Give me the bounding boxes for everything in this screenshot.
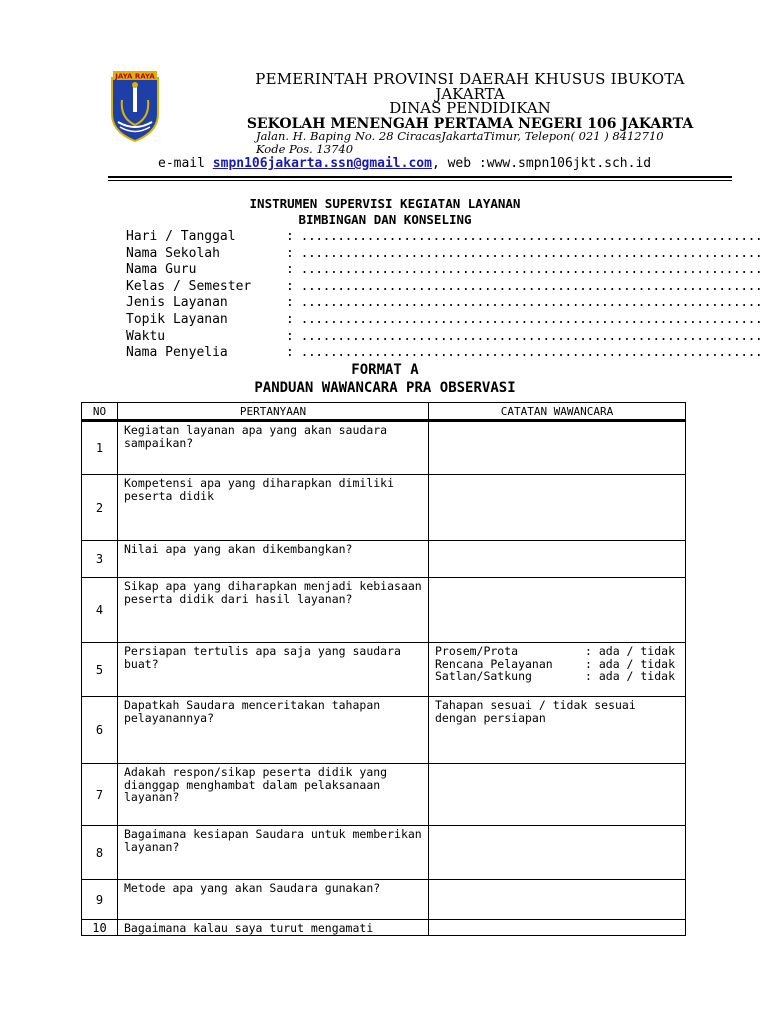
table-row [82, 920, 686, 936]
row-number: 9 [82, 880, 118, 920]
note-line [435, 670, 679, 683]
form-value[interactable]: : ............................................................... [286, 295, 763, 311]
web-address: , web :www.smpn106jkt.sch.id [431, 156, 652, 171]
title-line-2: BIMBINGAN DAN KONSELING [298, 212, 472, 227]
note-label: Satlan/Satkung [435, 669, 532, 683]
row-number: 4 [82, 578, 118, 643]
format-heading: FORMAT A [351, 362, 419, 378]
jaya-raya-logo [110, 70, 160, 142]
row-number: 1 [82, 421, 118, 475]
note-choice: : ada / tidak [585, 644, 676, 658]
header-notes: CATATAN WAWANCARA [429, 403, 686, 421]
table-row [82, 475, 686, 541]
row-question: Nilai apa yang akan dikembangkan? [118, 541, 429, 578]
row-number: 6 [82, 697, 118, 764]
row-question: Sikap apa yang diharapkan menjadi kebiasaan peserta didik dari hasil layanan? [118, 578, 429, 643]
row-notes[interactable] [429, 541, 686, 578]
email-prefix: e-mail [158, 156, 213, 171]
header-contact [158, 156, 718, 171]
header-question: PERTANYAAN [118, 403, 429, 421]
header-department: DINAS PENDIDIKAN [389, 99, 551, 117]
row-notes[interactable] [429, 880, 686, 920]
form-label: Waktu [126, 328, 166, 344]
form-value[interactable]: : ............................................................... [286, 229, 763, 244]
row-number: 3 [82, 541, 118, 578]
row-notes[interactable] [429, 643, 686, 697]
form-label: Nama Guru [126, 262, 197, 278]
row-number: 5 [82, 643, 118, 697]
row-notes[interactable] [429, 475, 686, 541]
form-value[interactable]: : ............................................................... [286, 345, 763, 361]
row-question: Bagaimana kesiapan Saudara untuk memberikan layanan? [118, 826, 429, 880]
form-value[interactable]: : ............................................................... [286, 311, 763, 327]
row-question: Metode apa yang akan Saudara gunakan? [118, 880, 429, 920]
header-government: PEMERINTAH PROVINSI DAERAH KHUSUS IBUKOTA [255, 70, 685, 88]
note-choice: : ada / tidak [585, 656, 676, 671]
row-notes[interactable] [429, 826, 686, 880]
row-question: Adakah respon/sikap peserta didik yang dianggap menghambat dalam pelaksanaan layanan? [118, 764, 429, 826]
note-label: Prosem/Prota [435, 644, 519, 658]
note-choice: : ada / tidak [585, 669, 676, 683]
header-school-name: SEKOLAH MENENGAH PERTAMA NEGERI 106 JAKARTA [246, 116, 694, 132]
form-value[interactable]: : ............................................................... [286, 328, 763, 344]
table-row [82, 697, 686, 764]
note-line [435, 645, 679, 658]
row-notes[interactable] [429, 578, 686, 643]
row-number: 8 [82, 826, 118, 880]
interview-table [81, 402, 686, 936]
table-row [82, 880, 686, 920]
header-address: Jalan. H. Baping No. 28 CiracasJakartaTimur, Telepon( 021 ) 8412710 Kode Pos. 13740 [256, 129, 664, 156]
form-value[interactable]: : ............................................................... [286, 278, 763, 294]
form-value[interactable]: : ............................................................... [286, 262, 763, 278]
table-row [82, 826, 686, 880]
header-rule-thick [108, 176, 732, 178]
row-question: Kompetensi apa yang diharapkan dimiliki peserta didik [118, 475, 429, 541]
document-title [140, 196, 630, 228]
header-no: NO [82, 403, 118, 421]
row-question: Persiapan tertulis apa saja yang saudara buat? [118, 643, 429, 697]
table-row [82, 541, 686, 578]
table-row [82, 578, 686, 643]
form-label: Nama Penyelia [126, 345, 228, 361]
row-notes[interactable] [429, 920, 686, 936]
form-label: Hari / Tanggal [126, 229, 236, 244]
row-notes[interactable] [429, 764, 686, 826]
row-question: Bagaimana kalau saya turut mengamati [118, 920, 429, 936]
form-value[interactable]: : ............................................................... [286, 245, 763, 261]
table-row [82, 764, 686, 826]
row-question: Dapatkah Saudara menceritakan tahapan pelayanannya? [118, 697, 429, 764]
row-number: 7 [82, 764, 118, 826]
table-row [82, 421, 686, 475]
form-label: Nama Sekolah [126, 245, 220, 261]
row-notes[interactable] [429, 421, 686, 475]
header-city: JAKARTA [435, 85, 505, 103]
table-row [82, 643, 686, 697]
note-label: Rencana Pelayanan [435, 656, 553, 671]
logo-text: JAYA RAYA [115, 72, 155, 81]
header-rule-thin [108, 180, 732, 181]
form-label: Topik Layanan [126, 311, 228, 327]
row-number: 10 [82, 920, 118, 936]
row-notes[interactable]: Tahapan sesuai / tidak sesuai dengan persiapan [429, 697, 686, 764]
table-header-row [82, 403, 686, 421]
form-label: Kelas / Semester [126, 278, 252, 294]
format-subheading: PANDUAN WAWANCARA PRA OBSERVASI [254, 380, 516, 396]
form-label: Jenis Layanan [126, 295, 228, 311]
row-question: Kegiatan layanan apa yang akan saudara sampaikan? [118, 421, 429, 475]
row-number: 2 [82, 475, 118, 541]
email-link[interactable]: smpn106jakarta.ssn@gmail.com [212, 156, 432, 171]
title-line-1: INSTRUMEN SUPERVISI KEGIATAN LAYANAN [249, 196, 521, 211]
